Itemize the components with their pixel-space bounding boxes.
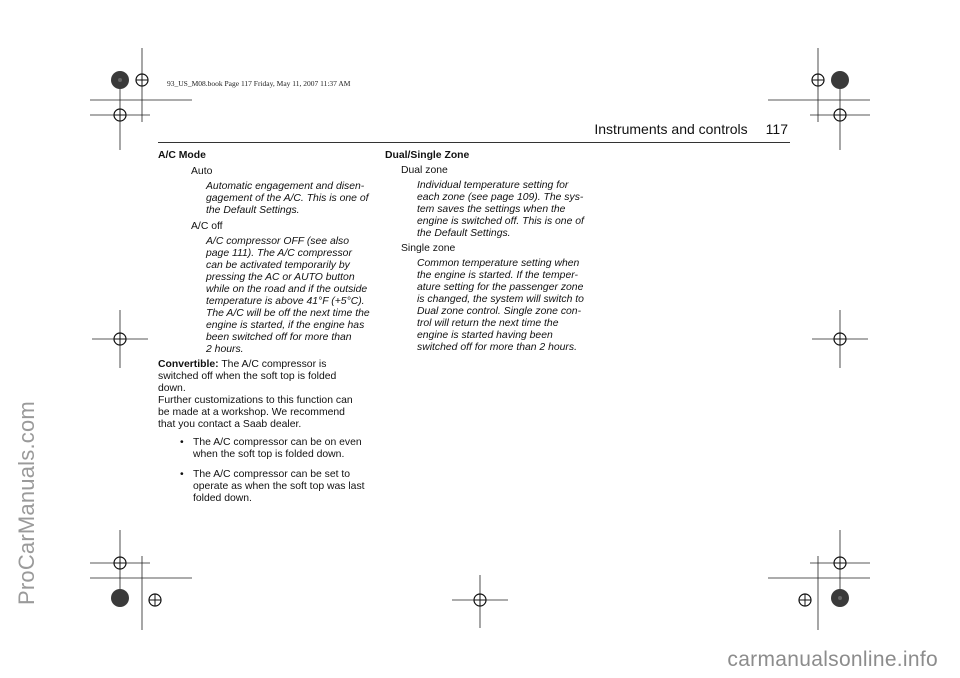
- term-auto: Auto: [191, 166, 213, 177]
- term-ac-off: A/C off: [191, 221, 223, 232]
- footer-watermark: carmanualsonline.info: [727, 648, 938, 671]
- desc-ac-off: A/C compressor OFF (see also page 111). The A/C compressor can be activated temporarily by pressing the AC or AUTO button while on the road and if the outside temperature is above 41°F (+5°C). The A/C will be off the next time the engine is started, if the engine has been switched off for more than 2 hours.: [206, 236, 370, 355]
- desc-single-zone: Common temperature setting when the engine is started. If the temper- ature setting for the passenger zone is changed, the system will switch to Dual zone control. Single zone con- trol will return the next time the engine is started having been switched off for more than 2 hours.: [417, 258, 584, 353]
- right-column: [385, 150, 585, 354]
- page-number: 117: [765, 121, 788, 137]
- side-watermark: ProCarManuals.com: [14, 401, 39, 605]
- convertible-paragraph: Convertible: The A/C compressor is switched off when the soft top is folded down.: [158, 359, 337, 394]
- header-rule: [158, 142, 790, 143]
- convertible-lead: Convertible:: [158, 359, 219, 370]
- section-title: Instruments and controls: [594, 121, 748, 137]
- term-single-zone: Single zone: [401, 243, 456, 254]
- dual-single-zone-heading: Dual/Single Zone: [385, 150, 470, 161]
- ac-mode-heading: A/C Mode: [158, 150, 206, 161]
- bullet-item: • The A/C compressor can be on even when the soft top is folded down.: [180, 437, 372, 461]
- print-meta-line: 93_US_M08.book Page 117 Friday, May 11, 2007 11:37 AM: [167, 79, 351, 88]
- running-head: [520, 121, 788, 137]
- desc-auto: Automatic engagement and disen- gagement of the A/C. This is one of the Default Settings.: [206, 181, 369, 216]
- term-dual-zone: Dual zone: [401, 165, 448, 176]
- desc-dual-zone: Individual temperature setting for each zone (see page 109). The sys- tem saves the settings when the engine is switched off. This is one of the Default Settings.: [417, 180, 584, 239]
- bullet-item: • The A/C compressor can be set to operate as when the soft top was last folded down.: [180, 469, 372, 505]
- further-paragraph: Further customizations to this function can be made at a workshop. We recommend that you contact a Saab dealer.: [158, 395, 353, 430]
- left-column: [158, 150, 372, 513]
- bullet-list: [158, 437, 372, 505]
